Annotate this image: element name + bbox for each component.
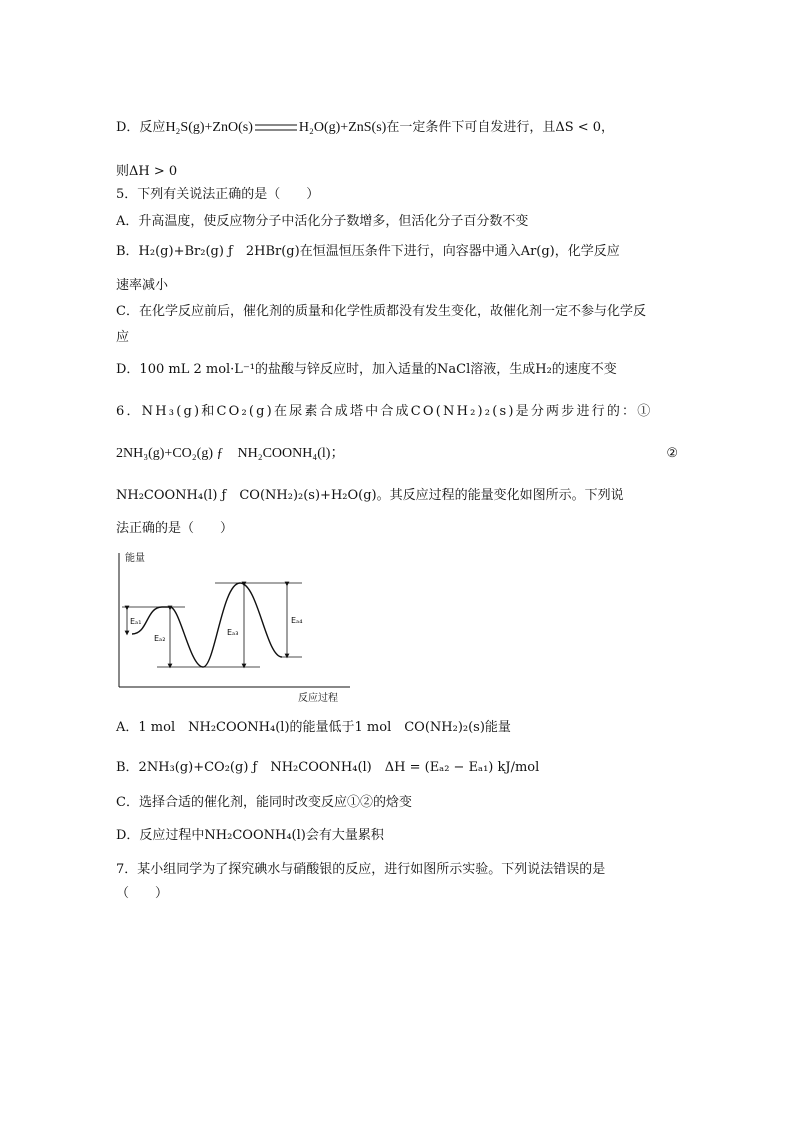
- q6-option-b: B．2NH₃(g)+CO₂(g) ƒ NH₂COONH₄(l) ΔH = (Eₐ₂ − Eₐ₁) kJ/mol: [116, 760, 540, 775]
- q6-marker-2: ②: [666, 446, 678, 461]
- equation-left: H₂S(g)+ZnO(s): [165, 120, 253, 135]
- option-d-prev-line1: [116, 118, 614, 138]
- q6-option-c: C．选择合适的催化剂，能同时改变反应①②的焓变: [116, 795, 412, 810]
- q5-option-c-line1: C．在化学反应前后，催化剂的质量和化学性质都没有发生变化，故催化剂一定不参与化学反: [116, 304, 646, 319]
- q7-stem-line1: 7．某小组同学为了探究碘水与硝酸银的反应，进行如图所示实验。下列说法错误的是: [116, 862, 606, 877]
- q6-equation-2: NH₂COONH₄(l) ƒ CO(NH₂)₂(s)+H₂O(g)。其反应过程的能量变化如图所示。下列说: [116, 488, 624, 503]
- q6-option-a: A．1 mol NH₂COONH₄(l)的能量低于1 mol CO(NH₂)₂(s)能量: [116, 720, 511, 735]
- ea4-label: Eₐ₄: [291, 616, 303, 625]
- q5-option-c-line2: 应: [116, 330, 130, 345]
- q6-stem-line1: 6．NH₃(g)和CO₂(g)在尿素合成塔中合成CO(NH₂)₂(s)是分两步进行的：①: [116, 404, 653, 419]
- ea1-label: Eₐ₁: [130, 617, 142, 626]
- ea3-label: Eₐ₃: [227, 628, 239, 637]
- x-axis-label: 反应过程: [298, 693, 338, 704]
- q6-option-d: D．反应过程中NH₂COONH₄(l)会有大量累积: [116, 828, 384, 843]
- q5-option-b-line2: 速率减小: [116, 278, 169, 293]
- energy-curve: [132, 583, 282, 667]
- q5-option-b-line1: B．H₂(g)+Br₂(g) ƒ 2HBr(g)在恒温恒压条件下进行，向容器中通入Ar(g)，化学反应: [116, 244, 620, 259]
- q6-stem-end: 法正确的是（ ）: [116, 521, 234, 536]
- energy-diagram: [110, 545, 360, 707]
- ea2-label: Eₐ₂: [154, 634, 166, 643]
- q5-option-d: D．100 mL 2 mol·L⁻¹的盐酸与锌反应时，加入适量的NaCl溶液，生成H₂的速度不变: [116, 362, 617, 377]
- y-axis-label: 能量: [125, 553, 145, 564]
- q7-stem-line2: （ ）: [116, 886, 169, 901]
- equation-right: H₂O(g)+ZnS(s): [298, 120, 387, 135]
- equals-sign-icon: [255, 123, 297, 133]
- option-d-prev-line2: 则ΔH > 0: [116, 164, 178, 179]
- option-label: D．反应: [116, 120, 166, 135]
- q5-option-a: A．升高温度，使反应物分子中活化分子数增多，但活化分子百分数不变: [116, 214, 529, 229]
- condition-text: 在一定条件下可自发进行，且ΔS < 0，: [386, 120, 615, 135]
- q6-equation-1: 2NH₃(g)+CO₂(g) ƒ NH₂COONH₄(l)；: [116, 446, 345, 461]
- q5-stem: 5．下列有关说法正确的是（ ）: [116, 187, 320, 202]
